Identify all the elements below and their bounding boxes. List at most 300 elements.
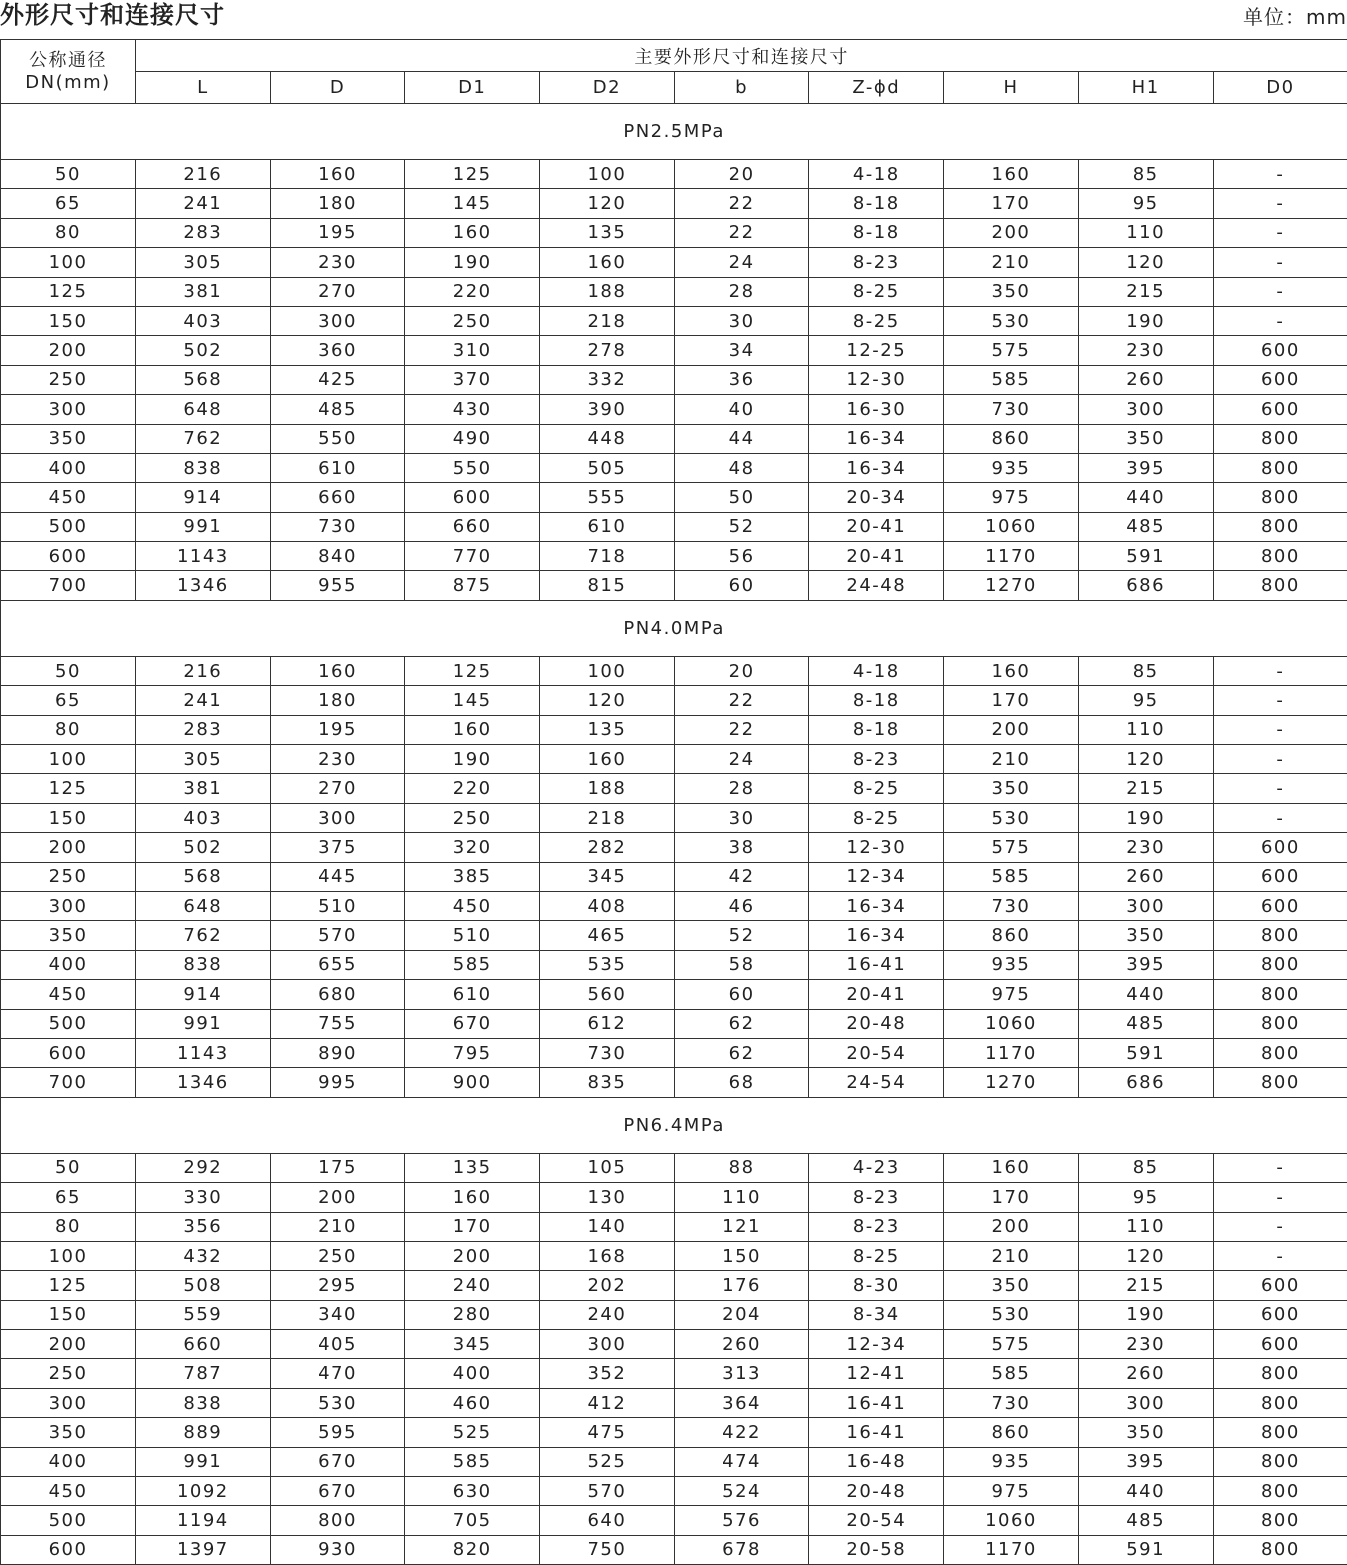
table-row	[1, 1241, 1347, 1270]
table-cell: 175	[270, 1153, 405, 1182]
unit-label: 单位：mm	[1243, 5, 1347, 29]
table-cell: 16-34	[809, 891, 944, 920]
table-cell: 585	[405, 950, 540, 979]
table-cell: 524	[674, 1477, 809, 1506]
table-cell: 800	[1213, 1009, 1347, 1038]
table-cell: 350	[944, 277, 1079, 306]
table-row	[1, 453, 1347, 482]
table-cell: 100	[1, 1241, 136, 1270]
table-cell: -	[1213, 218, 1347, 247]
table-cell: 125	[1, 774, 136, 803]
table-cell: 350	[1078, 1418, 1213, 1447]
table-cell: 300	[1078, 1388, 1213, 1417]
table-cell: 20-41	[809, 980, 944, 1009]
table-cell: 110	[1078, 715, 1213, 744]
table-cell: 800	[1213, 542, 1347, 571]
table-cell: 170	[944, 686, 1079, 715]
table-cell: 332	[540, 365, 675, 394]
table-cell: 1060	[944, 1506, 1079, 1535]
table-cell: 975	[944, 980, 1079, 1009]
table-cell: 1092	[136, 1477, 271, 1506]
section-title: PN4.0MPa	[1, 600, 1347, 656]
table-cell: 450	[405, 891, 540, 920]
table-cell: 405	[270, 1330, 405, 1359]
table-cell: 955	[270, 571, 405, 600]
table-cell: 475	[540, 1418, 675, 1447]
table-cell: 800	[1213, 512, 1347, 541]
table-cell: 8-23	[809, 1212, 944, 1241]
table-cell: 570	[540, 1477, 675, 1506]
table-cell: 190	[1078, 306, 1213, 335]
table-cell: 686	[1078, 571, 1213, 600]
table-cell: 345	[405, 1330, 540, 1359]
table-cell: 24	[674, 745, 809, 774]
table-cell: 660	[136, 1330, 271, 1359]
table-cell: 600	[1213, 365, 1347, 394]
table-cell: 160	[540, 745, 675, 774]
table-cell: 85	[1078, 656, 1213, 685]
table-cell: 300	[1078, 395, 1213, 424]
table-cell: 100	[540, 656, 675, 685]
table-cell: 250	[1, 862, 136, 891]
table-cell: 600	[1213, 1330, 1347, 1359]
table-cell: 900	[405, 1068, 540, 1097]
table-cell: 485	[1078, 1009, 1213, 1038]
table-cell: 838	[136, 950, 271, 979]
table-row	[1, 833, 1347, 862]
table-row	[1, 189, 1347, 218]
table-cell: 120	[540, 189, 675, 218]
table-cell: 20-41	[809, 512, 944, 541]
table-cell: 630	[405, 1477, 540, 1506]
table-cell: 50	[1, 1153, 136, 1182]
table-row	[1, 1418, 1347, 1447]
table-cell: 991	[136, 1447, 271, 1476]
table-cell: 200	[1, 1330, 136, 1359]
table-cell: 8-18	[809, 218, 944, 247]
table-row	[1, 365, 1347, 394]
table-cell: 400	[1, 453, 136, 482]
table-cell: 20-41	[809, 542, 944, 571]
table-cell: 16-41	[809, 1388, 944, 1417]
table-cell: 20-48	[809, 1009, 944, 1038]
table-cell: 120	[540, 686, 675, 715]
table-cell: 995	[270, 1068, 405, 1097]
table-cell: 660	[405, 512, 540, 541]
table-cell: 170	[944, 189, 1079, 218]
table-cell: 350	[1, 921, 136, 950]
table-cell: 815	[540, 571, 675, 600]
table-cell: 16-48	[809, 1447, 944, 1476]
table-cell: 1170	[944, 1535, 1079, 1564]
table-cell: 350	[1078, 921, 1213, 950]
table-cell: 820	[405, 1535, 540, 1564]
table-cell: 403	[136, 803, 271, 832]
table-cell: 283	[136, 218, 271, 247]
table-cell: 160	[540, 248, 675, 277]
table-cell: 170	[944, 1183, 1079, 1212]
table-cell: 500	[1, 512, 136, 541]
table-cell: 585	[944, 1359, 1079, 1388]
table-cell: 120	[1078, 248, 1213, 277]
table-cell: 425	[270, 365, 405, 394]
dn-header-line1: 公称通径	[29, 49, 107, 71]
table-cell: 575	[944, 833, 1079, 862]
table-cell: 490	[405, 424, 540, 453]
table-cell: 85	[1078, 160, 1213, 189]
table-cell: 216	[136, 656, 271, 685]
table-cell: 610	[405, 980, 540, 1009]
table-cell: 485	[1078, 1506, 1213, 1535]
table-cell: 395	[1078, 453, 1213, 482]
table-cell: 250	[1, 1359, 136, 1388]
table-cell: 95	[1078, 1183, 1213, 1212]
table-cell: 250	[405, 306, 540, 335]
table-cell: 568	[136, 862, 271, 891]
table-cell: 600	[1213, 891, 1347, 920]
table-cell: 648	[136, 395, 271, 424]
table-cell: 300	[270, 803, 405, 832]
table-cell: 145	[405, 189, 540, 218]
table-cell: 140	[540, 1212, 675, 1241]
table-cell: 440	[1078, 483, 1213, 512]
table-cell: 412	[540, 1388, 675, 1417]
table-cell: 4-18	[809, 160, 944, 189]
table-cell: 22	[674, 189, 809, 218]
dimensions-table	[0, 39, 1347, 1565]
table-cell: 280	[405, 1300, 540, 1329]
table-cell: 585	[944, 365, 1079, 394]
table-row	[1, 160, 1347, 189]
table-cell: 510	[270, 891, 405, 920]
table-cell: 12-34	[809, 1330, 944, 1359]
table-cell: 670	[270, 1447, 405, 1476]
table-cell: 800	[1213, 1535, 1347, 1564]
table-cell: -	[1213, 306, 1347, 335]
table-cell: 8-25	[809, 1241, 944, 1270]
table-cell: -	[1213, 160, 1347, 189]
table-cell: 282	[540, 833, 675, 862]
column-header: D0	[1213, 72, 1347, 104]
table-row	[1, 950, 1347, 979]
table-cell: 8-25	[809, 774, 944, 803]
table-cell: 88	[674, 1153, 809, 1182]
table-cell: 1194	[136, 1506, 271, 1535]
table-cell: 678	[674, 1535, 809, 1564]
table-cell: 800	[270, 1506, 405, 1535]
table-cell: 935	[944, 950, 1079, 979]
table-cell: 56	[674, 542, 809, 571]
table-cell: 890	[270, 1038, 405, 1067]
table-cell: 800	[1213, 1359, 1347, 1388]
table-cell: 568	[136, 365, 271, 394]
table-row	[1, 745, 1347, 774]
table-cell: 20-58	[809, 1535, 944, 1564]
table-cell: 200	[1, 833, 136, 862]
table-cell: 120	[1078, 1241, 1213, 1270]
table-cell: 648	[136, 891, 271, 920]
table-cell: 570	[270, 921, 405, 950]
section-title: PN6.4MPa	[1, 1097, 1347, 1153]
table-cell: 1270	[944, 1068, 1079, 1097]
table-cell: 800	[1213, 571, 1347, 600]
table-cell: 800	[1213, 483, 1347, 512]
table-cell: 270	[270, 774, 405, 803]
table-cell: 485	[1078, 512, 1213, 541]
table-cell: 440	[1078, 1477, 1213, 1506]
section-header-row	[1, 600, 1347, 656]
table-cell: 218	[540, 306, 675, 335]
table-cell: 600	[1213, 1271, 1347, 1300]
table-cell: 295	[270, 1271, 405, 1300]
section-title: PN2.5MPa	[1, 104, 1347, 160]
table-cell: 20	[674, 160, 809, 189]
table-cell: 100	[1, 745, 136, 774]
table-cell: 230	[1078, 1330, 1213, 1359]
table-cell: 20-34	[809, 483, 944, 512]
dn-header-line2: DN(mm)	[25, 71, 111, 93]
table-cell: 24-48	[809, 571, 944, 600]
table-cell: 670	[270, 1477, 405, 1506]
table-cell: 408	[540, 891, 675, 920]
table-row	[1, 218, 1347, 247]
table-cell: 195	[270, 715, 405, 744]
table-cell: 80	[1, 715, 136, 744]
table-cell: 125	[1, 277, 136, 306]
table-cell: 135	[540, 715, 675, 744]
table-cell: 24	[674, 248, 809, 277]
table-cell: 730	[944, 891, 1079, 920]
table-cell: 160	[405, 218, 540, 247]
column-header-row	[1, 72, 1347, 104]
table-cell: 889	[136, 1418, 271, 1447]
table-row	[1, 306, 1347, 335]
table-cell: 12-25	[809, 336, 944, 365]
table-cell: 62	[674, 1038, 809, 1067]
table-cell: 260	[1078, 365, 1213, 394]
table-row	[1, 803, 1347, 832]
table-cell: 448	[540, 424, 675, 453]
table-cell: 612	[540, 1009, 675, 1038]
table-cell: 700	[1, 571, 136, 600]
table-cell: 686	[1078, 1068, 1213, 1097]
table-cell: 1346	[136, 571, 271, 600]
table-row	[1, 1506, 1347, 1535]
table-cell: 95	[1078, 686, 1213, 715]
table-cell: 390	[540, 395, 675, 424]
table-cell: 530	[944, 1300, 1079, 1329]
table-cell: 85	[1078, 1153, 1213, 1182]
table-cell: 1060	[944, 1009, 1079, 1038]
table-cell: 670	[405, 1009, 540, 1038]
table-cell: 200	[944, 218, 1079, 247]
table-cell: 220	[405, 277, 540, 306]
table-cell: 591	[1078, 1535, 1213, 1564]
table-cell: -	[1213, 774, 1347, 803]
table-cell: -	[1213, 745, 1347, 774]
table-cell: 450	[1, 980, 136, 1009]
table-cell: 600	[1, 1535, 136, 1564]
table-cell: 50	[1, 656, 136, 685]
table-cell: 465	[540, 921, 675, 950]
table-cell: 1170	[944, 1038, 1079, 1067]
table-cell: 16-41	[809, 950, 944, 979]
table-cell: 530	[944, 803, 1079, 832]
table-cell: 190	[1078, 1300, 1213, 1329]
table-row	[1, 336, 1347, 365]
table-cell: 575	[944, 1330, 1079, 1359]
table-cell: 403	[136, 306, 271, 335]
table-cell: 750	[540, 1535, 675, 1564]
table-cell: 160	[270, 160, 405, 189]
table-cell: 270	[270, 277, 405, 306]
table-cell: 22	[674, 686, 809, 715]
table-row	[1, 1153, 1347, 1182]
table-cell: 350	[944, 774, 1079, 803]
table-row	[1, 1271, 1347, 1300]
table-cell: 250	[1, 365, 136, 394]
table-cell: 8-25	[809, 803, 944, 832]
table-cell: 4-23	[809, 1153, 944, 1182]
table-cell: 65	[1, 1183, 136, 1212]
table-cell: 470	[270, 1359, 405, 1388]
table-cell: 8-34	[809, 1300, 944, 1329]
table-row	[1, 1330, 1347, 1359]
table-cell: 360	[270, 336, 405, 365]
table-cell: 800	[1213, 1477, 1347, 1506]
table-cell: 914	[136, 483, 271, 512]
table-cell: 216	[136, 160, 271, 189]
table-row	[1, 1300, 1347, 1329]
table-cell: -	[1213, 189, 1347, 218]
table-cell: 375	[270, 833, 405, 862]
table-cell: 200	[405, 1241, 540, 1270]
table-cell: 525	[405, 1418, 540, 1447]
table-cell: 1346	[136, 1068, 271, 1097]
table-cell: 1170	[944, 542, 1079, 571]
table-cell: 385	[405, 862, 540, 891]
table-cell: 110	[1078, 1212, 1213, 1241]
table-cell: 800	[1213, 980, 1347, 1009]
dn-header-cell	[1, 40, 136, 104]
table-cell: 65	[1, 686, 136, 715]
table-cell: 230	[270, 745, 405, 774]
column-header: Z-ϕd	[809, 72, 944, 104]
table-cell: 160	[405, 1183, 540, 1212]
table-cell: 200	[944, 715, 1079, 744]
table-cell: 838	[136, 453, 271, 482]
table-cell: 195	[270, 218, 405, 247]
column-header: H	[944, 72, 1079, 104]
table-cell: 730	[944, 1388, 1079, 1417]
table-cell: 305	[136, 248, 271, 277]
table-cell: 200	[270, 1183, 405, 1212]
table-cell: 150	[1, 803, 136, 832]
table-cell: 350	[1078, 424, 1213, 453]
table-cell: 200	[1, 336, 136, 365]
table-cell: 600	[1, 1038, 136, 1067]
table-row	[1, 1535, 1347, 1564]
table-cell: 600	[1213, 833, 1347, 862]
table-cell: 450	[1, 1477, 136, 1506]
table-row	[1, 424, 1347, 453]
table-cell: 240	[405, 1271, 540, 1300]
table-cell: 395	[1078, 1447, 1213, 1476]
table-cell: 36	[674, 365, 809, 394]
table-cell: -	[1213, 686, 1347, 715]
table-cell: 40	[674, 395, 809, 424]
table-row	[1, 1183, 1347, 1212]
column-header: D1	[405, 72, 540, 104]
table-cell: 28	[674, 774, 809, 803]
table-cell: 600	[1213, 1300, 1347, 1329]
table-cell: 350	[1, 1418, 136, 1447]
table-cell: 800	[1213, 950, 1347, 979]
table-cell: 170	[405, 1212, 540, 1241]
table-cell: 300	[1, 395, 136, 424]
table-cell: 860	[944, 424, 1079, 453]
table-cell: 160	[270, 656, 405, 685]
table-row	[1, 1359, 1347, 1388]
table-cell: 445	[270, 862, 405, 891]
table-cell: 60	[674, 571, 809, 600]
table-cell: 991	[136, 512, 271, 541]
table-cell: 300	[1078, 891, 1213, 920]
table-cell: 24-54	[809, 1068, 944, 1097]
table-cell: 46	[674, 891, 809, 920]
table-cell: 705	[405, 1506, 540, 1535]
table-cell: 320	[405, 833, 540, 862]
table-cell: 800	[1213, 1506, 1347, 1535]
table-row	[1, 1068, 1347, 1097]
table-cell: 8-25	[809, 277, 944, 306]
table-cell: 100	[1, 248, 136, 277]
table-cell: 12-34	[809, 862, 944, 891]
table-cell: 300	[1, 1388, 136, 1417]
column-header: b	[674, 72, 809, 104]
table-cell: 218	[540, 803, 675, 832]
page-title: 外形尺寸和连接尺寸	[0, 1, 225, 29]
table-cell: 65	[1, 189, 136, 218]
table-cell: 930	[270, 1535, 405, 1564]
table-cell: 4-18	[809, 656, 944, 685]
table-cell: 800	[1213, 453, 1347, 482]
table-cell: 700	[1, 1068, 136, 1097]
table-cell: 300	[1, 891, 136, 920]
table-cell: 8-23	[809, 248, 944, 277]
table-row	[1, 248, 1347, 277]
table-cell: 432	[136, 1241, 271, 1270]
table-row	[1, 542, 1347, 571]
table-cell: 20-54	[809, 1038, 944, 1067]
table-cell: 150	[1, 306, 136, 335]
table-cell: 215	[1078, 774, 1213, 803]
table-cell: 502	[136, 336, 271, 365]
table-cell: 20-54	[809, 1506, 944, 1535]
table-cell: 600	[1213, 862, 1347, 891]
column-header: H1	[1078, 72, 1213, 104]
table-cell: 278	[540, 336, 675, 365]
table-cell: 585	[944, 862, 1079, 891]
table-row	[1, 921, 1347, 950]
table-cell: 600	[1, 542, 136, 571]
table-cell: 875	[405, 571, 540, 600]
table-cell: 560	[540, 980, 675, 1009]
table-cell: 210	[944, 745, 1079, 774]
table-cell: 95	[1078, 189, 1213, 218]
table-cell: 121	[674, 1212, 809, 1241]
table-cell: 800	[1213, 1038, 1347, 1067]
